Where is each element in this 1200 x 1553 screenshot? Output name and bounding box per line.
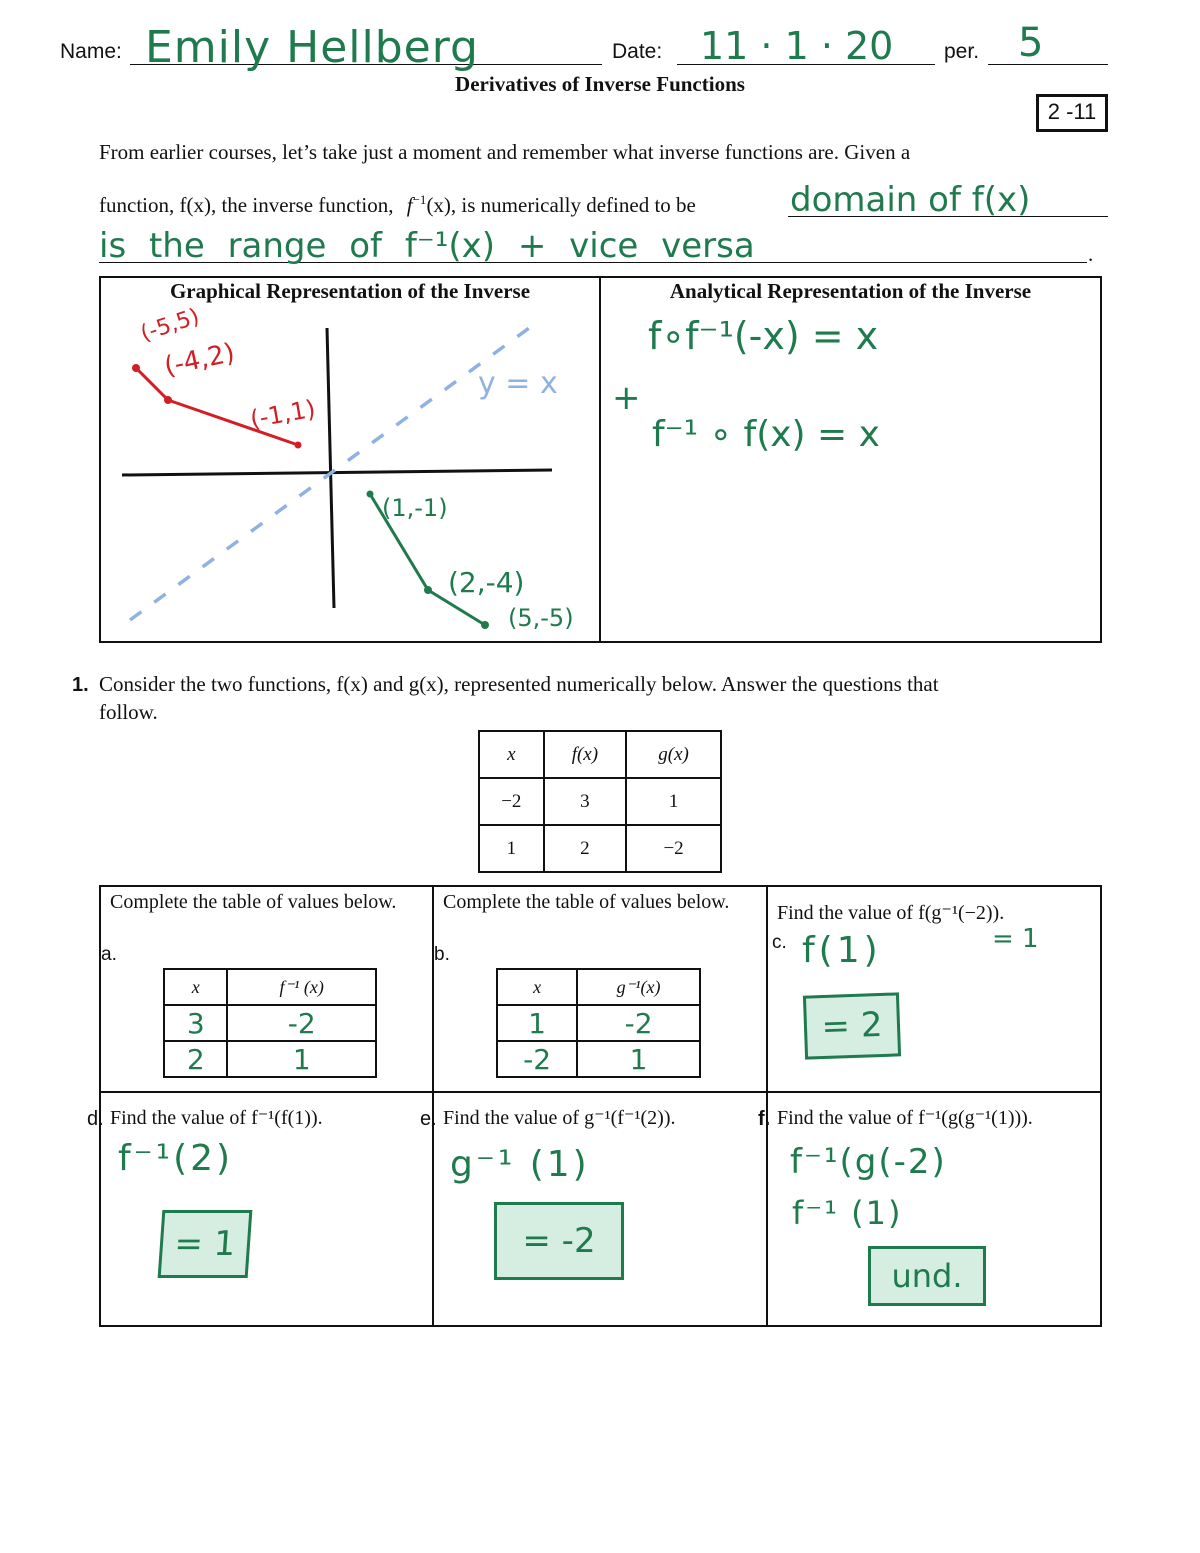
per-label: per.	[944, 40, 980, 63]
part-e-prompt: Find the value of g⁻¹(f⁻¹(2)).	[443, 1107, 676, 1129]
intro-line2-suffix: (x), is numerically defined to be	[426, 193, 696, 217]
part-f-work1: f⁻¹(g(-2)	[790, 1142, 947, 1182]
part-d-answer-text: = 1	[173, 1224, 237, 1264]
part-b-cell[interactable]: -2	[497, 1041, 577, 1077]
point-neg5-5	[132, 364, 140, 372]
intro-line2-prefix: function, f(x), the inverse function,	[99, 193, 394, 217]
point-1-neg1	[367, 491, 374, 498]
table-header-x: x	[479, 731, 544, 778]
y-axis	[327, 328, 334, 608]
question-number: 1.	[72, 674, 89, 696]
part-c-prompt: Find the value of f(g⁻¹(−2)).	[777, 902, 1005, 924]
label-1-neg1: (1,-1)	[382, 494, 448, 522]
label-5-neg5: (5,-5)	[508, 604, 574, 632]
part-d-work: f⁻¹(2)	[118, 1138, 234, 1179]
point-neg1-1	[295, 442, 302, 449]
part-a-cell[interactable]: 3	[164, 1005, 227, 1041]
part-f-letter: f.	[758, 1108, 771, 1130]
part-f-answer-text: und.	[891, 1257, 963, 1295]
intro-answer-part1: domain of f(x)	[790, 180, 1031, 220]
intro-answer-part2: is the range of f⁻¹(x) + vice versa	[99, 226, 755, 266]
part-b-cell[interactable]: 1	[497, 1005, 577, 1041]
date-label: Date:	[612, 40, 663, 63]
part-f-work2: f⁻¹ (1)	[792, 1194, 903, 1232]
part-b-header-x: x	[497, 969, 577, 1005]
part-e-answer-text: = -2	[522, 1221, 596, 1261]
part-b-table	[496, 968, 701, 1078]
part-b-prompt: Complete the table of values below.	[443, 891, 730, 913]
grid-divider-v2	[766, 885, 768, 1327]
part-a-header-finv: f⁻¹ (x)	[227, 969, 376, 1005]
part-d-prompt: Find the value of f⁻¹(f(1)).	[110, 1107, 323, 1129]
part-a-cell[interactable]: 1	[227, 1041, 376, 1077]
page-title: Derivatives of Inverse Functions	[455, 72, 745, 96]
part-b-letter: b.	[434, 944, 450, 965]
table-cell: 1	[479, 825, 544, 872]
part-d-answer	[158, 1210, 253, 1278]
question-text-line2: follow.	[99, 700, 158, 724]
part-b-cell[interactable]: 1	[577, 1041, 700, 1077]
question-text-line1: Consider the two functions, f(x) and g(x), represented numerically below. Answer the questions that	[99, 672, 939, 696]
part-a-cell[interactable]: 2	[164, 1041, 227, 1077]
part-e-letter: e.	[420, 1108, 437, 1130]
table-cell: 1	[626, 778, 721, 825]
label-2-neg4: (2,-4)	[448, 566, 525, 599]
part-a-prompt: Complete the table of values below.	[110, 891, 397, 913]
part-c-letter: c.	[772, 932, 787, 953]
table-header-g: g(x)	[626, 731, 721, 778]
point-2-neg4	[424, 586, 432, 594]
point-neg4-2	[164, 396, 172, 404]
label-identity: y = x	[478, 366, 558, 401]
label-neg1-1: (-1,1)	[248, 394, 318, 434]
function-values-table	[478, 730, 722, 873]
analytic-eq1: f∘f⁻¹(-x) = x	[648, 314, 879, 358]
table-cell: −2	[479, 778, 544, 825]
table-cell: 3	[544, 778, 627, 825]
part-d-letter: d.	[87, 1108, 104, 1130]
part-c-answer	[803, 992, 901, 1059]
part-e-answer	[494, 1202, 624, 1280]
table-header-f: f(x)	[544, 731, 627, 778]
part-f-answer	[868, 1246, 986, 1306]
label-neg4-2: (-4,2)	[161, 337, 238, 383]
analytic-eq2: f⁻¹ ∘ f(x) = x	[652, 414, 880, 455]
graphical-panel-title: Graphical Representation of the Inverse	[169, 279, 531, 303]
name-value: Emily Hellberg	[145, 22, 479, 73]
table-cell: −2	[626, 825, 721, 872]
intro-line1: From earlier courses, let’s take just a moment and remember what inverse functions are. Given a	[99, 140, 911, 164]
section-tag: 2 -11	[1036, 94, 1108, 132]
part-a-header-x: x	[164, 969, 227, 1005]
intro-inverse-f: f	[406, 193, 413, 217]
part-a-letter: a.	[101, 944, 117, 965]
name-label: Name:	[60, 40, 122, 63]
part-b-cell[interactable]: -2	[577, 1005, 700, 1041]
part-a-table	[163, 968, 377, 1078]
part-c-note: = 1	[992, 924, 1039, 954]
per-value: 5	[1018, 20, 1044, 66]
grid-divider-h	[99, 1091, 1102, 1093]
point-5-neg5	[481, 621, 489, 629]
date-value: 11 · 1 · 20	[700, 24, 894, 68]
part-f-prompt: Find the value of f⁻¹(g(g⁻¹(1))).	[777, 1107, 1033, 1129]
part-e-work: g⁻¹ (1)	[450, 1144, 590, 1185]
label-neg5-5: (-5,5)	[137, 304, 203, 347]
intro-line2: function, f(x), the inverse function, $f^{-1}(x)$, is numerically defined to be	[99, 192, 696, 217]
analytic-plus: +	[612, 378, 641, 418]
intro-period: .	[1088, 242, 1094, 266]
part-b-header-ginv: g⁻¹(x)	[577, 969, 700, 1005]
table-cell: 2	[544, 825, 627, 872]
analytical-panel-title: Analytical Representation of the Inverse	[669, 279, 1032, 303]
part-a-cell[interactable]: -2	[227, 1005, 376, 1041]
part-c-answer-text: = 2	[820, 1004, 884, 1048]
x-axis	[122, 470, 552, 475]
part-c-work: f(1)	[802, 930, 882, 971]
